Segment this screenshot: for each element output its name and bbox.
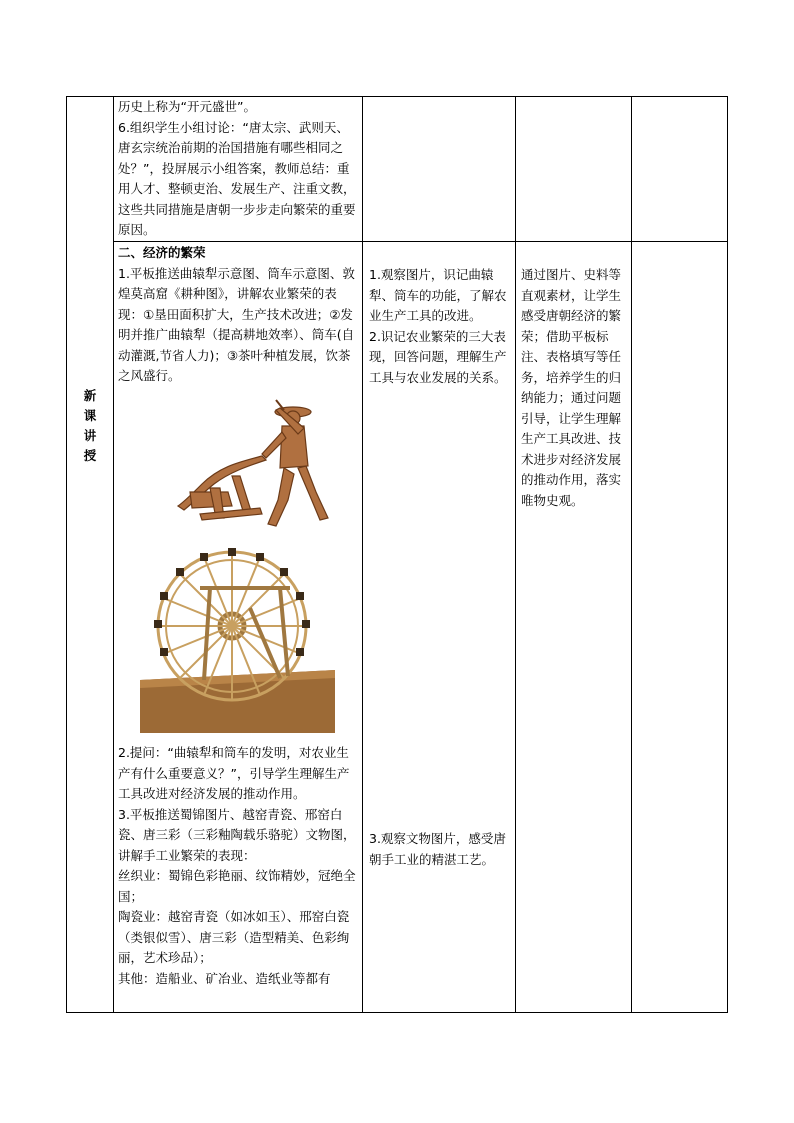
paragraph: 1.平板推送曲辕犁示意图、筒车示意图、敦煌莫高窟《耕种图》，讲解农业繁荣的表现：①垦田面积扩大，生产技术改进；②发明并推广曲辕犁（提高耕地效率）、筒车(自动灌溉,节省人力)；③茶叶种植发展，饮茶之风盛行。 bbox=[118, 265, 355, 383]
top-row-content bbox=[118, 97, 360, 241]
paragraph: 历史上称为“开元盛世”。 bbox=[118, 99, 256, 114]
table-right-border bbox=[727, 96, 728, 1013]
student-activity-1 bbox=[369, 265, 512, 388]
wheel-base bbox=[140, 670, 335, 733]
paragraph: 3.平板推送蜀锦图片、越窑青瓷、邢窑白瓷、唐三彩（三彩釉陶载乐骆驼）文物图，讲解手工业繁荣的表现： bbox=[118, 806, 356, 863]
row-divider bbox=[113, 241, 728, 242]
main-row-content-upper bbox=[118, 243, 360, 387]
main-row-content-lower bbox=[118, 743, 360, 989]
table-left-border bbox=[66, 96, 67, 1013]
col-divider-1 bbox=[113, 96, 114, 1013]
section-label-text: 新课讲授 bbox=[83, 388, 97, 463]
col-divider-2 bbox=[362, 96, 363, 1013]
paragraph: 2.识记农业繁荣的三大表现，回答问题，理解生产工具与农业发展的关系。 bbox=[369, 328, 507, 385]
water-wheel-figure bbox=[140, 548, 335, 733]
plow-icon bbox=[178, 456, 266, 520]
paragraph: 1.观察图片，识记曲辕犁、筒车的功能，了解农业生产工具的改进。 bbox=[369, 267, 507, 323]
paragraph: 2.提问：“曲辕犁和筒车的发明，对农业生产有什么重要意义？”，引导学生理解生产工具改进对经济发展的推动作用。 bbox=[118, 745, 350, 801]
paragraph: 通过图片、史料等直观素材，让学生感受唐朝经济的繁荣；借助平板标注、表格填写等任务，培养学生的归纳能力；通过问题引导，让学生理解生产工具改进、技术进步对经济发展的推动作用，落实唯物史观。 bbox=[521, 267, 622, 508]
student-activity-3 bbox=[369, 829, 512, 870]
paragraph: 3.观察文物图片，感受唐朝手工业的精湛工艺。 bbox=[369, 831, 506, 867]
paragraph: 丝织业：蜀锦色彩艳丽、纹饰精妙，冠绝全国； bbox=[118, 868, 356, 904]
paragraph: 6.组织学生小组讨论：“唐太宗、武则天、唐玄宗统治前期的治国措施有哪些相同之处？”，投屏展示小组答案，教师总结：重用人才、整顿吏治、发展生产、注重文教，这些共同措施是唐朝一步步走向繁荣的重要原因。 bbox=[118, 119, 356, 237]
curved-plow-figure bbox=[170, 396, 340, 531]
table-bottom-border bbox=[66, 1012, 728, 1013]
farmer-icon bbox=[262, 400, 328, 526]
col-divider-4 bbox=[631, 96, 632, 1013]
col-divider-3 bbox=[515, 96, 516, 1013]
paragraph: 陶瓷业：越窑青瓷（如冰如玉）、邢窑白瓷（类银似雪）、唐三彩（造型精美、色彩绚丽，艺术珍品）； bbox=[118, 909, 350, 965]
section-heading: 二、经济的繁荣 bbox=[118, 245, 206, 260]
design-intent bbox=[521, 265, 628, 511]
section-label bbox=[68, 386, 112, 466]
paragraph: 其他：造船业、矿冶业、造纸业等都有 bbox=[118, 970, 331, 986]
